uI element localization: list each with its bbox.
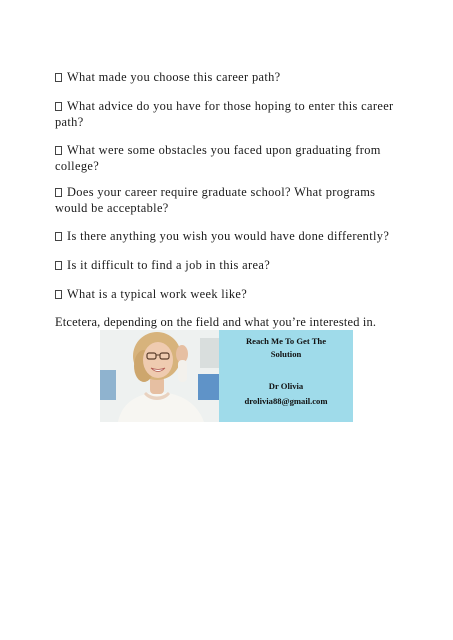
bullet-box-icon: [55, 188, 62, 197]
contact-panel: [219, 330, 353, 422]
bullet-box-icon: [55, 261, 62, 270]
question-item: [55, 257, 405, 273]
question-item: [55, 69, 405, 85]
bullet-box-icon: [55, 102, 62, 111]
question-text: Does your career require graduate school? What programs would be acceptable?: [55, 185, 376, 215]
question-item: [55, 98, 405, 130]
question-text: What advice do you have for those hoping to enter this career path?: [55, 99, 394, 129]
bullet-box-icon: [55, 290, 62, 299]
question-text: What made you choose this career path?: [67, 70, 281, 84]
question-text: Is there anything you wish you would have done differently?: [67, 229, 390, 243]
question-text: What is a typical work week like?: [67, 287, 248, 301]
cta-line-2: Solution: [270, 349, 302, 359]
question-item: [55, 228, 405, 244]
closing-paragraph: Etcetera, depending on the field and what you’re interested in.: [55, 315, 377, 329]
question-item: [55, 142, 405, 174]
smiling-woman-photo-icon: [100, 330, 219, 422]
bullet-box-icon: [55, 232, 62, 241]
question-text: Is it difficult to find a job in this area?: [67, 258, 271, 272]
contact-email[interactable]: drolivia88@gmail.com: [244, 396, 328, 406]
question-item: [55, 184, 405, 216]
contact-banner[interactable]: [100, 330, 353, 422]
contact-name: Dr Olivia: [268, 381, 304, 391]
question-text: What were some obstacles you faced upon graduating from college?: [55, 143, 381, 173]
bullet-box-icon: [55, 73, 62, 82]
cta-line-1: Reach Me To Get The: [245, 336, 327, 346]
bullet-box-icon: [55, 146, 62, 155]
question-item: [55, 286, 405, 302]
